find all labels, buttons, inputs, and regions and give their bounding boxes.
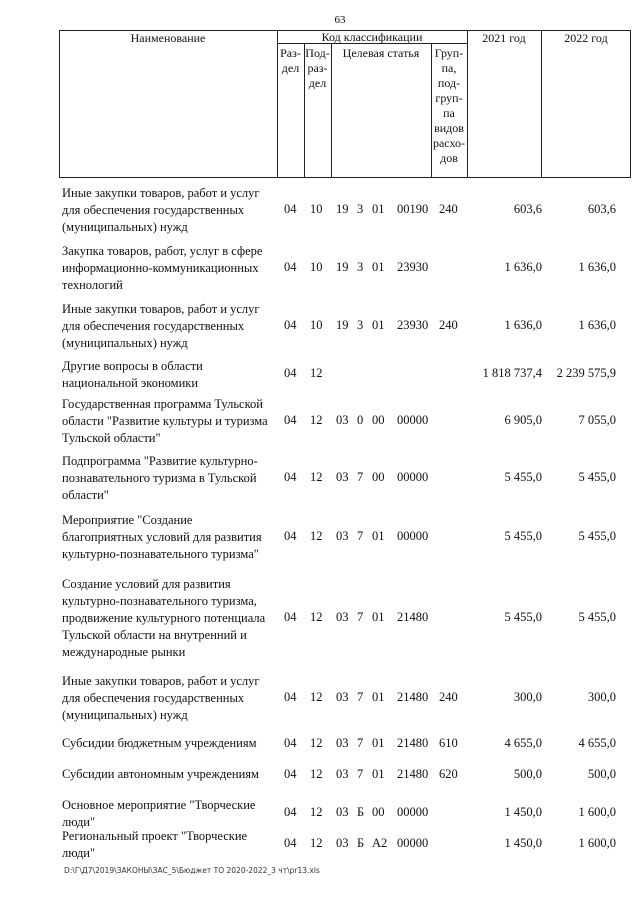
- cell-target-subprogram: 0: [357, 413, 364, 427]
- cell-2022: 2 239 575,9: [556, 366, 616, 380]
- cell-2021: 1 636,0: [504, 260, 542, 274]
- cell-target-direction: 00000: [397, 413, 429, 427]
- header-podrazdel-line: Под-: [305, 46, 330, 60]
- row-name-line: информационно-коммуникационных: [62, 261, 259, 275]
- row-name-line: технологий: [62, 278, 123, 292]
- cell-2021: 4 655,0: [504, 736, 542, 750]
- header-group-line: Груп-: [434, 46, 464, 60]
- cell-target-event: 01: [372, 767, 385, 781]
- cell-2021: 5 455,0: [504, 529, 542, 543]
- cell-target-event: 01: [372, 529, 385, 543]
- row-name-line: Региональный проект "Творческие: [62, 829, 248, 843]
- cell-2021: 5 455,0: [504, 470, 542, 484]
- cell-2022: 7 055,0: [578, 413, 616, 427]
- table-row: [0, 735, 640, 752]
- cell-2021: 1 450,0: [504, 805, 542, 819]
- row-name: [62, 576, 280, 661]
- cell-2022: 1 636,0: [578, 260, 616, 274]
- cell-2022: 1 600,0: [578, 836, 616, 850]
- cell-podrazdel: 12: [310, 470, 323, 484]
- cell-razdel: 04: [284, 690, 297, 704]
- cell-razdel: 04: [284, 202, 297, 216]
- row-name-line: Субсидии бюджетным учреждениям: [62, 736, 257, 750]
- row-name-line: Другие вопросы в области: [62, 359, 203, 373]
- cell-target-direction: 21480: [397, 736, 429, 750]
- cell-2021: 1 450,0: [504, 836, 542, 850]
- table-row: [0, 358, 640, 392]
- row-name-line: национальной экономики: [62, 376, 199, 390]
- cell-2021: 5 455,0: [504, 610, 542, 624]
- cell-group: 240: [439, 202, 458, 216]
- cell-target-direction: 00000: [397, 805, 429, 819]
- cell-razdel: 04: [284, 610, 297, 624]
- row-name: [62, 797, 280, 831]
- row-name-line: для обеспечения государственных: [62, 319, 245, 333]
- cell-2021: 300,0: [513, 690, 542, 704]
- cell-target-event: 01: [372, 610, 385, 624]
- row-name-line: области": [62, 488, 109, 502]
- row-name-line: Тульской области на внутренний и: [62, 628, 247, 642]
- cell-podrazdel: 12: [310, 767, 323, 781]
- cell-razdel: 04: [284, 318, 297, 332]
- cell-target-direction: 21480: [397, 767, 429, 781]
- cell-2022: 500,0: [587, 767, 616, 781]
- cell-razdel: 04: [284, 805, 297, 819]
- row-name-line: Тульской области": [62, 431, 161, 445]
- row-name: [62, 453, 280, 504]
- cell-razdel: 04: [284, 260, 297, 274]
- cell-podrazdel: 12: [310, 736, 323, 750]
- cell-target-subprogram: 7: [357, 529, 364, 543]
- row-name: [62, 358, 280, 392]
- cell-podrazdel: 10: [310, 318, 323, 332]
- cell-razdel: 04: [284, 836, 297, 850]
- row-name: [62, 396, 280, 447]
- cell-target-subprogram: 3: [357, 318, 364, 332]
- cell-target-direction: 00190: [397, 202, 429, 216]
- cell-target-subprogram: Б: [357, 836, 365, 850]
- cell-target-program: 03: [336, 805, 349, 819]
- row-name-line: области "Развитие культуры и туризма: [62, 414, 268, 428]
- cell-podrazdel: 12: [310, 529, 323, 543]
- cell-target-event: 01: [372, 318, 385, 332]
- cell-podrazdel: 12: [310, 413, 323, 427]
- cell-podrazdel: 12: [310, 366, 323, 380]
- row-name-line: благоприятных условий для развития: [62, 530, 262, 544]
- row-name-line: международные рынки: [62, 645, 186, 659]
- cell-2022: 5 455,0: [578, 529, 616, 543]
- row-name-line: Мероприятие "Создание: [62, 513, 193, 527]
- table-row: [0, 576, 640, 661]
- cell-target-program: 19: [336, 260, 349, 274]
- cell-2021: 1 636,0: [504, 318, 542, 332]
- cell-target-direction: 23930: [397, 318, 429, 332]
- table-row: [0, 797, 640, 831]
- cell-group: 620: [439, 767, 458, 781]
- cell-target-subprogram: 7: [357, 736, 364, 750]
- row-name-line: Иные закупки товаров, работ и услуг: [62, 674, 260, 688]
- cell-razdel: 04: [284, 470, 297, 484]
- row-name-line: Субсидии автономным учреждениям: [62, 767, 259, 781]
- cell-2022: 1 636,0: [578, 318, 616, 332]
- cell-2022: 300,0: [587, 690, 616, 704]
- cell-target-direction: 00000: [397, 529, 429, 543]
- table-row: [0, 301, 640, 352]
- row-name-line: культурно-познавательного туризма,: [62, 594, 257, 608]
- cell-group: 240: [439, 690, 458, 704]
- header-name: Наименование: [130, 31, 206, 45]
- row-name-line: Государственная программа Тульской: [62, 397, 263, 411]
- cell-target-subprogram: Б: [357, 805, 365, 819]
- row-name-line: культурно-познавательного туризма": [62, 547, 259, 561]
- cell-target-program: 03: [336, 470, 349, 484]
- header-2021: 2021 год: [482, 31, 526, 45]
- cell-target-program: 19: [336, 318, 349, 332]
- cell-2022: 4 655,0: [578, 736, 616, 750]
- cell-target-program: 03: [336, 836, 349, 850]
- cell-podrazdel: 10: [310, 202, 323, 216]
- cell-2022: 5 455,0: [578, 610, 616, 624]
- cell-2021: 1 818 737,4: [482, 366, 542, 380]
- row-name-line: Закупка товаров, работ, услуг в сфере: [62, 244, 263, 258]
- table-row: [0, 766, 640, 783]
- cell-razdel: 04: [284, 366, 297, 380]
- header-podrazdel-line: раз-: [307, 61, 328, 75]
- row-name: [62, 243, 280, 294]
- header-razdel-line: Раз-: [280, 46, 301, 60]
- cell-target-event: 01: [372, 260, 385, 274]
- cell-2022: 5 455,0: [578, 470, 616, 484]
- cell-2021: 500,0: [513, 767, 542, 781]
- row-name-line: для обеспечения государственных: [62, 203, 245, 217]
- cell-target-event: 01: [372, 202, 385, 216]
- table-row: [0, 243, 640, 294]
- cell-target-event: А2: [372, 836, 388, 850]
- header-podrazdel-line: дел: [308, 76, 327, 90]
- cell-podrazdel: 12: [310, 836, 323, 850]
- row-name: [62, 828, 280, 862]
- cell-2022: 603,6: [587, 202, 616, 216]
- cell-2021: 603,6: [513, 202, 542, 216]
- cell-target-direction: 00000: [397, 470, 429, 484]
- header-razdel-line: дел: [281, 61, 300, 75]
- cell-razdel: 04: [284, 529, 297, 543]
- cell-razdel: 04: [284, 736, 297, 750]
- row-name: [62, 735, 280, 752]
- cell-target-program: 03: [336, 736, 349, 750]
- header-code: Код классификации: [321, 30, 423, 44]
- header-group-line: груп-: [435, 91, 463, 105]
- header-group-line: дов: [440, 151, 458, 165]
- cell-target-event: 00: [372, 470, 385, 484]
- header-group-line: видов: [434, 121, 464, 135]
- row-name: [62, 673, 280, 724]
- cell-2022: 1 600,0: [578, 805, 616, 819]
- cell-razdel: 04: [284, 767, 297, 781]
- cell-razdel: 04: [284, 413, 297, 427]
- row-name: [62, 766, 280, 783]
- cell-target-program: 19: [336, 202, 349, 216]
- cell-target-subprogram: 7: [357, 690, 364, 704]
- cell-podrazdel: 12: [310, 610, 323, 624]
- cell-target-program: 03: [336, 529, 349, 543]
- file-path-footer: D:\Г\Д7\2019\ЗАКОНЫ\ЗАС_5\Бюджет ТО 2020-2022_3 чт\pr13.xls: [64, 866, 320, 875]
- cell-target-direction: 00000: [397, 836, 429, 850]
- cell-target-program: 03: [336, 413, 349, 427]
- cell-target-direction: 21480: [397, 690, 429, 704]
- header-group-line: под-: [437, 76, 461, 90]
- row-name-line: (муниципальных) нужд: [62, 708, 188, 722]
- row-name-line: Подпрограмма "Развитие культурно-: [62, 454, 258, 468]
- row-name: [62, 512, 280, 563]
- cell-target-event: 00: [372, 413, 385, 427]
- row-name: [62, 301, 280, 352]
- cell-target-event: 01: [372, 736, 385, 750]
- cell-target-program: 03: [336, 690, 349, 704]
- cell-target-subprogram: 3: [357, 202, 364, 216]
- row-name-line: Иные закупки товаров, работ и услуг: [62, 186, 260, 200]
- header-2022: 2022 год: [564, 31, 608, 45]
- header-target: Целевая статья: [342, 46, 420, 60]
- cell-target-subprogram: 3: [357, 260, 364, 274]
- row-name-line: познавательного туризма в Тульской: [62, 471, 257, 485]
- row-name-line: (муниципальных) нужд: [62, 220, 188, 234]
- row-name-line: люди": [62, 846, 96, 860]
- cell-podrazdel: 12: [310, 690, 323, 704]
- header-group-line: па,: [441, 61, 457, 75]
- cell-target-program: 03: [336, 767, 349, 781]
- cell-target-subprogram: 7: [357, 470, 364, 484]
- table-row: [0, 396, 640, 447]
- table-row: [0, 453, 640, 504]
- cell-target-program: 03: [336, 610, 349, 624]
- cell-2021: 6 905,0: [504, 413, 542, 427]
- row-name-line: для обеспечения государственных: [62, 691, 245, 705]
- row-name-line: (муниципальных) нужд: [62, 336, 188, 350]
- cell-podrazdel: 12: [310, 805, 323, 819]
- table-row: [0, 185, 640, 236]
- cell-target-event: 00: [372, 805, 385, 819]
- header-group-line: па: [443, 106, 455, 120]
- page-number: 63: [334, 14, 346, 26]
- table-row: [0, 828, 640, 862]
- cell-target-subprogram: 7: [357, 610, 364, 624]
- table-row: [0, 673, 640, 724]
- cell-group: 610: [439, 736, 458, 750]
- header-group-line: расхо-: [432, 136, 466, 150]
- row-name-line: люди": [62, 815, 96, 829]
- row-name: [62, 185, 280, 236]
- row-name-line: Основное мероприятие "Творческие: [62, 798, 256, 812]
- cell-target-direction: 21480: [397, 610, 429, 624]
- row-name-line: Иные закупки товаров, работ и услуг: [62, 302, 260, 316]
- cell-target-direction: 23930: [397, 260, 429, 274]
- cell-target-subprogram: 7: [357, 767, 364, 781]
- table-row: [0, 512, 640, 563]
- cell-group: 240: [439, 318, 458, 332]
- cell-target-event: 01: [372, 690, 385, 704]
- row-name-line: продвижение культурного потенциала: [62, 611, 266, 625]
- row-name-line: Создание условий для развития: [62, 577, 231, 591]
- cell-podrazdel: 10: [310, 260, 323, 274]
